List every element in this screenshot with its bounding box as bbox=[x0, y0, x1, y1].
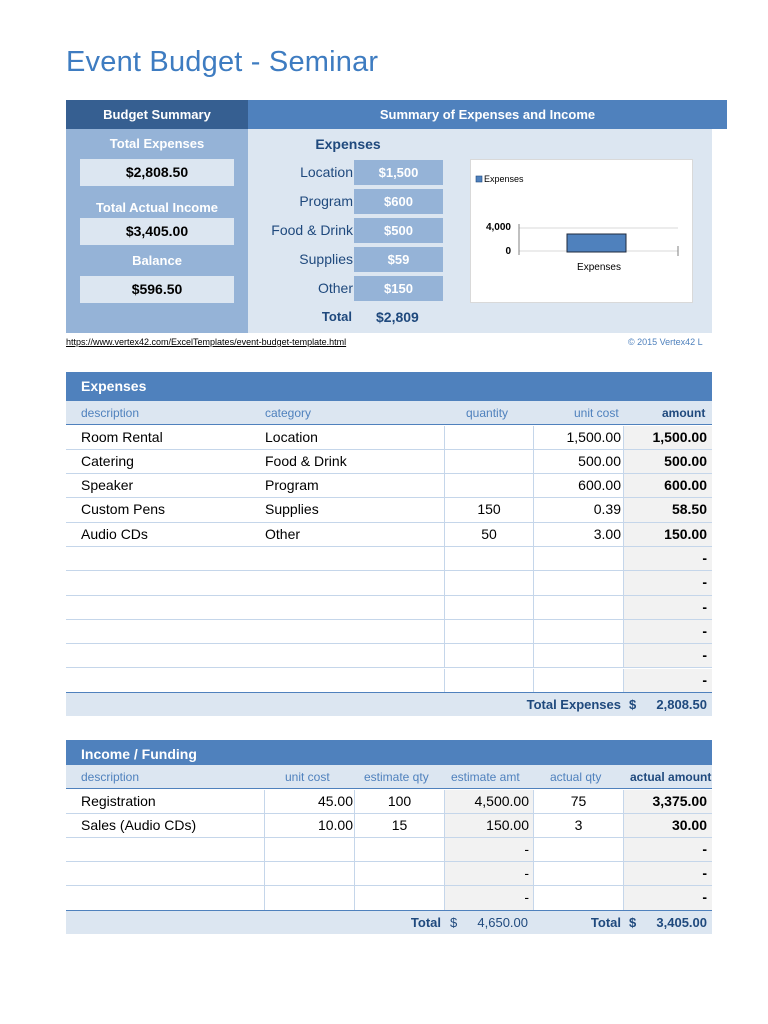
summary-category-row bbox=[250, 247, 445, 272]
expense-category[interactable] bbox=[265, 547, 440, 570]
total-expenses-currency: $ bbox=[629, 697, 637, 712]
expense-category[interactable] bbox=[265, 644, 440, 667]
expense-row bbox=[66, 596, 712, 620]
expenses-column-headers bbox=[66, 401, 712, 425]
income-estimate-qty[interactable] bbox=[355, 838, 444, 861]
expense-category[interactable] bbox=[265, 571, 440, 594]
summary-category-label: Supplies bbox=[299, 251, 353, 267]
vertex42-template-link[interactable]: https://www.vertex42.com/ExcelTemplates/event-budget-template.html bbox=[66, 337, 347, 347]
total-income-label: Total Actual Income bbox=[95, 200, 219, 215]
col-unit-cost: unit cost bbox=[574, 406, 619, 420]
chart-tick-label: 0 bbox=[505, 246, 511, 257]
expense-quantity[interactable] bbox=[445, 547, 533, 570]
expense-amount: - bbox=[702, 574, 707, 591]
total-expenses-label: Total Expenses bbox=[109, 136, 205, 151]
col-amount: amount bbox=[662, 406, 706, 420]
summary-category-label: Program bbox=[299, 193, 353, 209]
expense-amount: 600.00 bbox=[664, 477, 707, 494]
income-estimate-qty[interactable]: 100 bbox=[387, 792, 412, 809]
income-column-headers bbox=[66, 765, 712, 789]
income-actual-amount: 3,375.00 bbox=[652, 792, 707, 809]
expense-amount: - bbox=[702, 598, 707, 615]
expense-description[interactable]: Audio CDs bbox=[81, 525, 148, 542]
expense-row bbox=[66, 523, 712, 547]
col-actual-amount: actual amount bbox=[630, 770, 712, 784]
col-description: description bbox=[81, 406, 140, 420]
expense-amount: - bbox=[702, 550, 707, 566]
expense-unit-cost[interactable] bbox=[534, 644, 621, 667]
summary-total-value: $2,809 bbox=[376, 309, 419, 325]
income-estimate-amt: 150.00 bbox=[486, 816, 529, 833]
expense-row bbox=[66, 498, 712, 522]
income-estimate-qty[interactable] bbox=[355, 886, 444, 909]
income-estimate-amt: 4,500.00 bbox=[474, 792, 529, 809]
expense-unit-cost[interactable] bbox=[534, 571, 621, 594]
income-description[interactable] bbox=[81, 838, 261, 861]
summary-category-value[interactable]: $1,500 bbox=[354, 160, 443, 185]
actual-total-value: 3,405.00 bbox=[656, 915, 707, 930]
expense-unit-cost[interactable]: 3.00 bbox=[593, 525, 621, 542]
expense-description[interactable] bbox=[81, 547, 261, 570]
copyright-text: © 2015 Vertex42 L bbox=[628, 337, 703, 347]
page-title: Event Budget - Seminar bbox=[66, 46, 379, 78]
expense-quantity[interactable] bbox=[445, 426, 533, 449]
expense-category[interactable]: Program bbox=[265, 477, 319, 494]
income-actual-amount: - bbox=[702, 865, 707, 882]
expense-amount: - bbox=[702, 622, 707, 639]
income-row bbox=[66, 862, 712, 886]
income-actual-qty[interactable] bbox=[534, 862, 623, 885]
actual-total-currency: $ bbox=[629, 915, 637, 930]
expense-row bbox=[66, 474, 712, 498]
income-actual-qty[interactable]: 3 bbox=[574, 816, 583, 833]
expense-unit-cost[interactable]: 0.39 bbox=[593, 501, 621, 518]
estimate-total-value: 4,650.00 bbox=[477, 915, 528, 930]
summary-total-label: Total bbox=[321, 309, 352, 324]
expense-unit-cost[interactable]: 600.00 bbox=[578, 477, 621, 494]
expense-description[interactable]: Custom Pens bbox=[81, 501, 166, 518]
expense-unit-cost[interactable] bbox=[534, 547, 621, 570]
expenses-section-header: Expenses bbox=[66, 372, 712, 401]
col-estimate-amt: estimate amt bbox=[451, 770, 520, 784]
income-unit-cost[interactable] bbox=[265, 838, 353, 861]
expenses-chart-svg bbox=[471, 160, 694, 304]
expense-amount: 1,500.00 bbox=[652, 428, 707, 445]
expense-category[interactable] bbox=[265, 596, 440, 619]
chart-legend-label: Expenses bbox=[484, 174, 524, 184]
expense-row bbox=[66, 644, 712, 668]
income-estimate-qty[interactable] bbox=[355, 862, 444, 885]
expense-amount: - bbox=[702, 671, 707, 688]
summary-category-row bbox=[250, 189, 445, 214]
summary-category-label: Location bbox=[300, 164, 353, 180]
actual-total-label: Total bbox=[590, 915, 621, 930]
expense-quantity[interactable] bbox=[445, 669, 533, 692]
expense-quantity[interactable]: 150 bbox=[477, 501, 501, 518]
expense-description[interactable] bbox=[81, 571, 261, 594]
estimate-total-label: Total bbox=[410, 915, 441, 930]
expense-quantity[interactable] bbox=[445, 620, 533, 643]
income-unit-cost[interactable]: 45.00 bbox=[317, 792, 353, 809]
col-quantity: quantity bbox=[466, 406, 509, 420]
col-income-description: description bbox=[81, 770, 140, 784]
income-description[interactable] bbox=[81, 886, 261, 909]
total-expenses-footer-value: 2,808.50 bbox=[656, 697, 707, 712]
expense-quantity[interactable] bbox=[445, 450, 533, 473]
budget-summary-header: Budget Summary bbox=[66, 100, 248, 129]
estimate-total-currency: $ bbox=[450, 915, 458, 930]
income-estimate-amt: - bbox=[524, 840, 529, 857]
balance-value[interactable]: $596.50 bbox=[80, 276, 234, 303]
income-unit-cost[interactable] bbox=[265, 886, 353, 909]
expense-category[interactable]: Supplies bbox=[265, 501, 319, 518]
income-actual-amount: 30.00 bbox=[671, 816, 707, 833]
income-actual-qty[interactable] bbox=[534, 886, 623, 909]
chart-category-label: Expenses bbox=[577, 262, 621, 273]
income-actual-amount: - bbox=[702, 840, 707, 857]
chart-bar-expenses bbox=[567, 234, 626, 252]
income-unit-cost[interactable] bbox=[265, 862, 353, 885]
summary-category-label: Other bbox=[317, 280, 353, 296]
expense-quantity[interactable] bbox=[445, 571, 533, 594]
expense-row bbox=[66, 620, 712, 644]
summary-expenses-income-header: Summary of Expenses and Income bbox=[248, 100, 727, 129]
expense-unit-cost[interactable] bbox=[534, 669, 621, 692]
expense-description[interactable] bbox=[81, 644, 261, 667]
income-row bbox=[66, 886, 712, 910]
expense-row bbox=[66, 426, 712, 450]
summary-category-value[interactable]: $59 bbox=[354, 247, 443, 272]
income-description[interactable] bbox=[81, 862, 261, 885]
expense-row bbox=[66, 571, 712, 595]
col-category: category bbox=[265, 406, 312, 420]
summary-category-row bbox=[250, 218, 445, 243]
summary-category-value[interactable]: $150 bbox=[354, 276, 443, 301]
total-expenses-footer-label: Total Expenses bbox=[526, 697, 621, 712]
expense-description[interactable] bbox=[81, 596, 261, 619]
expense-quantity[interactable] bbox=[445, 474, 533, 497]
col-estimate-qty: estimate qty bbox=[364, 770, 429, 784]
income-estimate-qty[interactable]: 15 bbox=[391, 816, 408, 833]
expense-quantity[interactable] bbox=[445, 644, 533, 667]
total-income-value[interactable]: $3,405.00 bbox=[80, 218, 234, 245]
income-unit-cost[interactable]: 10.00 bbox=[317, 816, 353, 833]
income-actual-qty[interactable]: 75 bbox=[570, 792, 587, 809]
income-section-header: Income / Funding bbox=[66, 740, 712, 769]
expense-quantity[interactable]: 50 bbox=[481, 525, 497, 542]
expense-row bbox=[66, 450, 712, 474]
expense-category[interactable] bbox=[265, 669, 440, 692]
expense-category[interactable]: Food & Drink bbox=[265, 452, 347, 469]
income-row bbox=[66, 814, 712, 838]
expense-description[interactable]: Catering bbox=[81, 452, 134, 469]
col-actual-qty: actual qty bbox=[550, 770, 602, 784]
income-row bbox=[66, 838, 712, 862]
expense-quantity[interactable] bbox=[445, 596, 533, 619]
budget-summary-left bbox=[66, 129, 248, 333]
col-income-unit-cost: unit cost bbox=[285, 770, 330, 784]
summary-category-label: Food & Drink bbox=[271, 222, 353, 238]
total-expenses-value[interactable]: $2,808.50 bbox=[80, 159, 234, 186]
income-description[interactable]: Registration bbox=[81, 792, 156, 809]
income-estimate-amt: - bbox=[524, 865, 529, 882]
expense-amount: 500.00 bbox=[664, 452, 707, 469]
summary-category-value[interactable]: $600 bbox=[354, 189, 443, 214]
expense-description[interactable] bbox=[81, 669, 261, 692]
expense-amount: 58.50 bbox=[671, 501, 707, 518]
expense-category[interactable] bbox=[265, 620, 440, 643]
expense-unit-cost[interactable] bbox=[534, 596, 621, 619]
expense-category[interactable]: Location bbox=[265, 428, 318, 445]
balance-label: Balance bbox=[132, 253, 182, 268]
chart-tick-label: 4,000 bbox=[485, 222, 511, 233]
expense-row bbox=[66, 669, 712, 693]
expense-description[interactable]: Room Rental bbox=[81, 428, 163, 445]
expense-description[interactable]: Speaker bbox=[81, 477, 134, 494]
summary-category-row bbox=[250, 276, 445, 301]
expense-unit-cost[interactable] bbox=[534, 620, 621, 643]
expense-description[interactable] bbox=[81, 620, 261, 643]
income-estimate-amt: - bbox=[524, 889, 529, 906]
income-row bbox=[66, 790, 712, 814]
expenses-chart[interactable] bbox=[470, 159, 693, 303]
expenses-total-row bbox=[66, 692, 712, 716]
income-actual-qty[interactable] bbox=[534, 838, 623, 861]
expense-unit-cost[interactable]: 1,500.00 bbox=[566, 428, 621, 445]
income-description[interactable]: Sales (Audio CDs) bbox=[81, 816, 197, 833]
income-total-row bbox=[66, 910, 712, 934]
expenses-heading: Expenses bbox=[315, 136, 381, 152]
income-actual-amount: - bbox=[702, 889, 707, 906]
expense-row bbox=[66, 547, 712, 571]
expense-amount: 150.00 bbox=[664, 525, 707, 542]
expense-unit-cost[interactable]: 500.00 bbox=[578, 452, 621, 469]
expense-amount: - bbox=[702, 647, 707, 664]
expense-category[interactable]: Other bbox=[265, 525, 301, 542]
summary-category-row bbox=[250, 160, 445, 185]
summary-category-value[interactable]: $500 bbox=[354, 218, 443, 243]
chart-legend-swatch bbox=[476, 176, 482, 182]
